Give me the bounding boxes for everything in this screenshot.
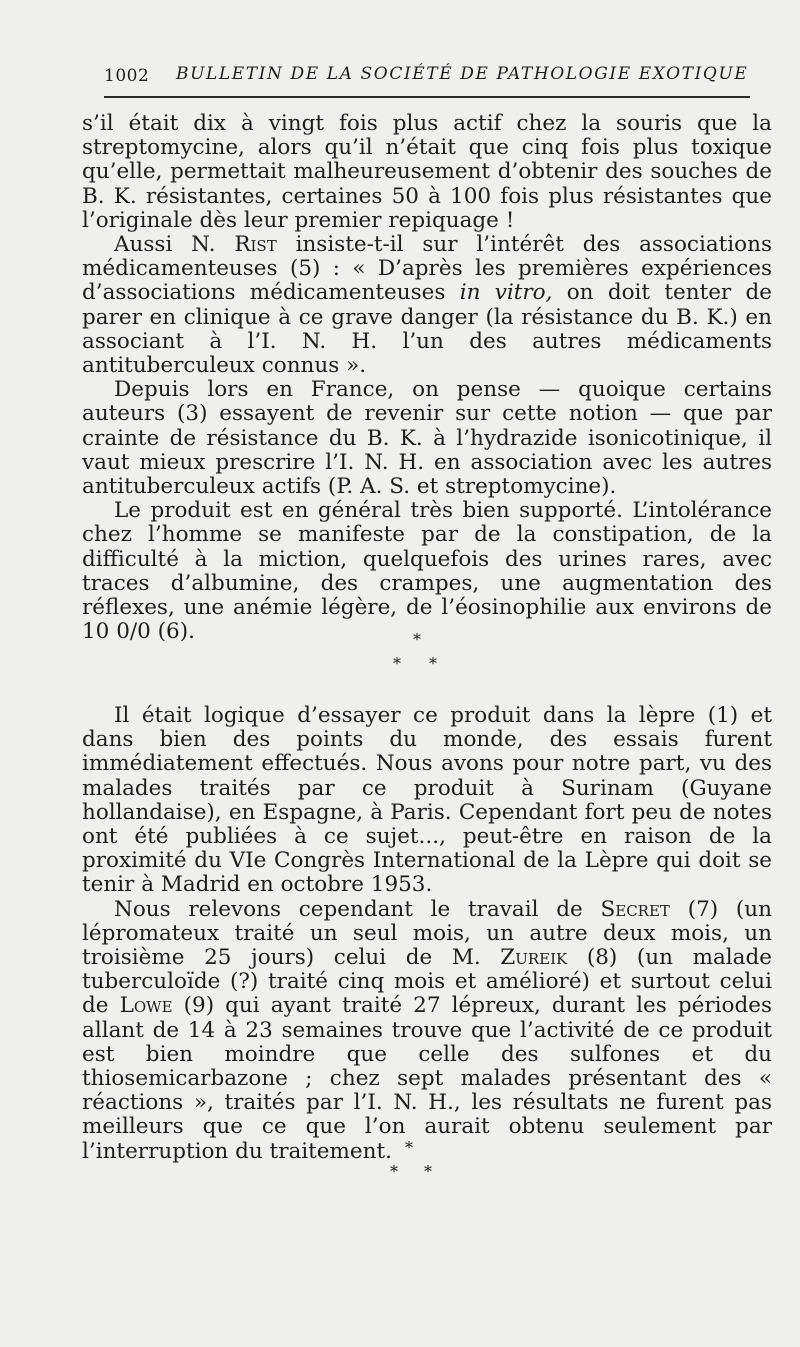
paragraph-2 <box>82 233 772 378</box>
p6-text-b: (7) (un lépromateux traité un seul mois, un autre deux mois, un troisième 25 jours) celui de M. <box>82 896 772 971</box>
asterism-star: * <box>390 1162 398 1181</box>
paragraph-4: Le produit est en général très bien supporté. L’intolérance chez l’homme se manifeste par de la constipation, de la difficulté à la miction, quelquefois des urines rares, avec traces d’albumine, des crampes, une augmentation des réflexes, une anémie légère, de l’éosinophilie aux environs de 10 0/0 (6). <box>82 498 772 645</box>
asterism-star: * <box>393 654 401 673</box>
p6-text-a: Nous relevons cependant le travail de <box>114 896 601 922</box>
p2-text-c: on doit tenter de parer en clinique à ce grave danger (la résistance du B. K.) en associant à l’I. N. H. l’un des autres médicaments antituberculeux connus ». <box>82 280 772 379</box>
asterism-star: * <box>413 630 421 649</box>
asterism-star: * <box>405 1138 413 1157</box>
author-name-secret: Secret <box>600 896 670 922</box>
author-name-lowe: Lowe <box>119 993 173 1019</box>
p6-text-d: (9) qui ayant traité 27 lépreux, durant les périodes allant de 14 à 23 semaines trouve que l’activité de ce produit est bien moindre que celle des sulfones et du thiosemicarbazone ; chez sept malades présentant des « réactions », traités par l’I. N. H., les résultats ne furent pas meilleurs que ce que l’on aurait obtenu seulement par l’interruption du traitement. <box>82 993 772 1164</box>
p2-text-a: Aussi N. <box>114 232 235 258</box>
running-title: BULLETIN DE LA SOCIÉTÉ DE PATHOLOGIE EXOTIQUE <box>176 64 749 84</box>
text-block-lower <box>82 704 772 1164</box>
p6-text-c: (8) (un malade tuberculoïde (?) traité cinq mois et amélioré) et surtout celui de <box>82 945 772 1019</box>
paragraph-1: s’il était dix à vingt fois plus actif chez la souris que la streptomycine, alors qu’il n’était que cinq fois plus toxique qu’elle, permettait malheureusement d’obtenir des souches de B. K. résistantes, certaines 50 à 100 fois plus résistantes que l’originale dès leur premier repiquage ! <box>82 111 772 233</box>
running-header <box>104 64 752 92</box>
paragraph-6 <box>82 898 772 1164</box>
paragraph-3: Depuis lors en France, on pense — quoique certains auteurs (3) essayent de revenir sur cette notion — que par crainte de résistance du B. K. à l’hydrazide isonicotinique, il vaut mieux prescrire l’I. N. H. en association avec les autres antituberculeux actifs (P. A. S. et streptomycine). <box>82 377 772 500</box>
author-name-rist: Rist <box>234 232 277 258</box>
asterism-star: * <box>424 1162 432 1181</box>
author-name-zureik: Zureik <box>500 945 568 971</box>
p2-italic: in vitro, <box>459 280 553 306</box>
asterism-star: * <box>429 654 437 673</box>
text-block-upper <box>82 112 772 644</box>
page-number: 1002 <box>104 66 150 86</box>
header-rule <box>104 96 750 98</box>
paragraph-5: Il était logique d’essayer ce produit dans la lèpre (1) et dans bien des points du monde, des essais furent immédiatement effectués. Nous avons pour notre part, vu des malades traités par ce produit à Surinam (Guyane hollandaise), en Espagne, à Paris. Cependant fort peu de notes ont été publiées à ce sujet..., peut-être en raison de la proximité du VIe Congrès International de la Lèpre qui doit se tenir à Madrid en octobre 1953. <box>82 703 772 898</box>
p2-text-b: insiste-t-il sur l’intérêt des associations médicamenteuses (5) : « D’après les premières expériences d’associations médicamenteuses <box>82 232 772 306</box>
